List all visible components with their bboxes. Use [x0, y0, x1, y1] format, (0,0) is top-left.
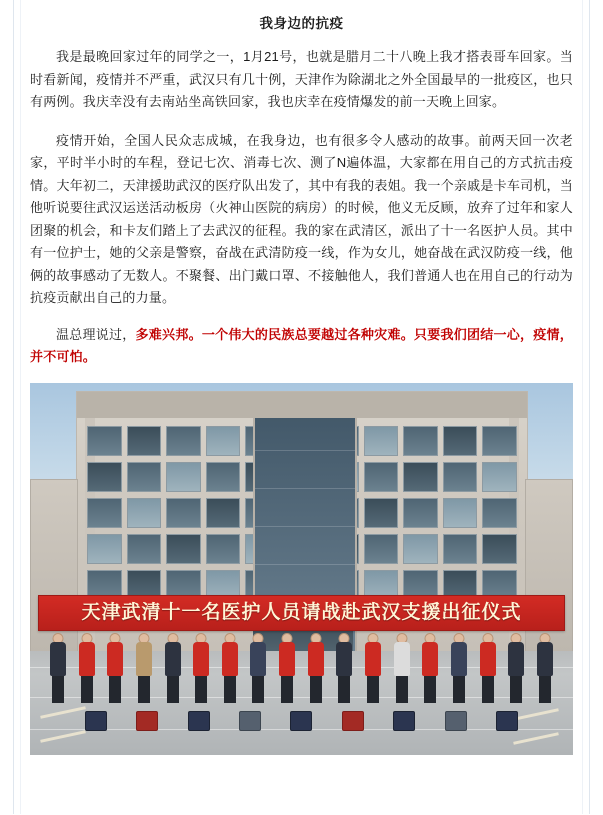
window — [443, 426, 478, 456]
medical-team-departure-ceremony-photo — [30, 383, 573, 755]
person — [134, 633, 154, 707]
person — [163, 633, 183, 707]
window — [166, 462, 201, 492]
quote-paragraph — [30, 324, 573, 369]
person — [535, 633, 555, 707]
window — [166, 534, 201, 564]
paragraph-1: 我是最晚回家过年的同学之一，1月21号，也就是腊月二十八晚上我才搭表哥车回家。当时看新闻，疫情并不严重，武汉只有几十例，天津作为除湖北之外全国最早的一批疫区，也只有两例。我庆幸没有去南站坐高铁回家，我也庆幸在疫情爆发的前一天晚上回家。 — [30, 49, 573, 109]
suitcase — [393, 711, 415, 731]
window — [443, 462, 478, 492]
window — [166, 498, 201, 528]
person — [248, 633, 268, 707]
suitcase — [445, 711, 467, 731]
window — [364, 462, 399, 492]
person — [48, 633, 68, 707]
photo-container — [30, 383, 573, 755]
window — [364, 426, 399, 456]
person — [420, 633, 440, 707]
window — [166, 426, 201, 456]
person — [306, 633, 326, 707]
window — [443, 534, 478, 564]
person — [77, 633, 97, 707]
window — [403, 534, 438, 564]
quote-highlight-text: 多难兴邦。一个伟大的民族总要越过各种灾难。只要我们团结一心，疫情，并不可怕。 — [30, 326, 573, 364]
medical-team-people-row — [48, 629, 555, 707]
person — [105, 633, 125, 707]
suitcase — [136, 711, 158, 731]
window — [87, 534, 122, 564]
luggage-row — [70, 705, 533, 731]
quote-lead-text: 温总理说过， — [56, 326, 136, 342]
person — [191, 633, 211, 707]
window — [127, 534, 162, 564]
window — [403, 498, 438, 528]
suitcase — [188, 711, 210, 731]
person — [220, 633, 240, 707]
person — [506, 633, 526, 707]
person — [478, 633, 498, 707]
window — [127, 462, 162, 492]
person — [392, 633, 412, 707]
suitcase — [85, 711, 107, 731]
building-top-band — [77, 392, 527, 418]
suitcase — [290, 711, 312, 731]
suitcase — [239, 711, 261, 731]
suitcase — [496, 711, 518, 731]
ceremony-banner-text: 天津武清十一名医护人员请战赴武汉支援出征仪式 — [81, 601, 522, 623]
window — [87, 498, 122, 528]
window — [364, 498, 399, 528]
window — [482, 534, 517, 564]
window — [127, 426, 162, 456]
paragraph-2: 疫情开始，全国人民众志成城，在我身边，也有很多令人感动的故事。前两天回一次老家，平时半小时的车程，登记七次、消毒七次、测了N遍体温，大家都在用自己的方式抗击疫情。大年初二，天津援助武汉的医疗队出发了，其中有我的表姐。我一个亲戚是卡车司机，当他听说要往武汉运送活动板房（火神山医院的病房）的时候，他义无反顾，放弃了过年和家人团聚的机会，和卡友们踏上了去武汉的征程。我的家在武清区，派出了十一名医护人员。其中有一位护士，她的父亲是警察，奋战在武清防疫一线，作为女儿，她奋战在武汉防疫一线，他俩的故事感动了无数人。不聚餐、出门戴口罩、不接触他人，我们普通人也在用自己的行动为抗疫贡献出自己的力量。 — [30, 132, 573, 305]
window — [482, 462, 517, 492]
window — [403, 462, 438, 492]
window — [364, 534, 399, 564]
window — [87, 462, 122, 492]
window — [206, 462, 241, 492]
window — [206, 426, 241, 456]
person — [363, 633, 383, 707]
suitcase — [342, 711, 364, 731]
person — [277, 633, 297, 707]
window — [206, 498, 241, 528]
person — [334, 633, 354, 707]
person — [449, 633, 469, 707]
window — [87, 426, 122, 456]
window — [482, 498, 517, 528]
window — [443, 498, 478, 528]
window — [403, 426, 438, 456]
page-title: 我身边的抗疫 — [259, 16, 344, 31]
window — [127, 498, 162, 528]
window — [206, 534, 241, 564]
window — [482, 426, 517, 456]
ceremony-banner — [38, 595, 565, 631]
